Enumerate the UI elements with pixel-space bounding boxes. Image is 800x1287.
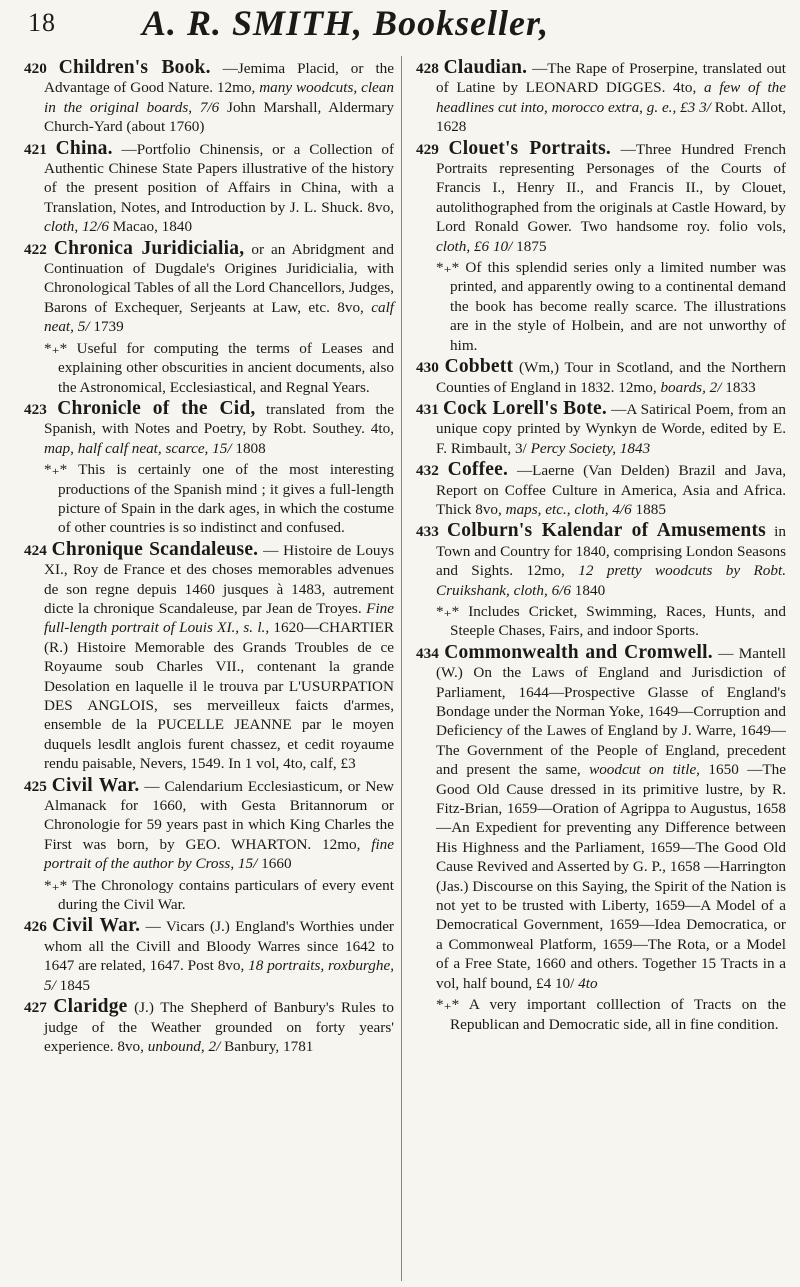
page-header <box>0 0 800 50</box>
entry-detail: Percy Society, 1843 <box>530 439 651 457</box>
entry-text: (Wm,) Tour in Scotland, and the Northern Counties of England in 1832. 12mo, <box>436 359 787 396</box>
entry-detail: unbound, 2/ <box>147 1037 221 1055</box>
entry-note: *₊* Includes Cricket, Swimming, Races, Hunts, and Steeple Chases, Fairs, and indoor Sports. <box>436 602 786 640</box>
left-column <box>24 58 394 1058</box>
entry-title: Cock Lorell's Bote. <box>442 397 607 419</box>
entry-imprint: 1660 <box>261 855 292 873</box>
entry-title: Cobbett <box>444 356 514 378</box>
entry-number: 427 <box>24 999 47 1017</box>
catalogue-entry <box>24 916 394 995</box>
entry-title: Commonwealth and Cromwell. <box>444 641 713 663</box>
catalogue-entry <box>416 460 786 519</box>
entry-imprint: 1840 <box>574 581 606 599</box>
entry-text: —The Rape of Proserpine, translated out of Latine by LEONARD DIGGES. 4to, <box>436 60 787 97</box>
entry-imprint: 1620—CHARTIER (R.) Histoire Memorable des Grands Troubles de ce Royaume soub Charles VII., contenant la grande Desolation en laquelle il le trouva par L'USURPATION DES ANGLOIS, ses merveilleux faicts d'armes, ensemble de la PUCELLE JEANNE par le moyen duquels lesdlt anglois furent chassez, et cedit royaume rendu paisable, Nevers, 1549. In 1 vol, 4to, calf, £3 <box>44 619 394 773</box>
entry-title: Children's Book. <box>58 57 211 78</box>
entry-note: *₊* This is certainly one of the most interesting productions of the Spanish mind ; it gives a full-length picture of Spain in the dark ages, in which the costume of other countries is so indistinct and confused. <box>44 461 394 537</box>
entry-text: translated from the Spanish, with Notes and Poetry, by Robt. Southey. 4to, <box>44 400 395 438</box>
entry-detail: boards, 2/ <box>660 378 722 396</box>
catalogue-entry <box>416 58 786 137</box>
entry-note: *₊* Of this splendid series only a limited number was printed, and apparently owing to a continental demand the book has become really scarce. The illustrations are in the style of Holbein, and are not unworthy of him. <box>436 259 786 354</box>
page-number: 18 <box>28 8 56 37</box>
catalogue-entry <box>24 997 394 1056</box>
entry-number: 425 <box>24 777 47 795</box>
entry-text: —Three Hundred French Portraits representing Personages of the Courts of Francis I., Henry II., and Francis II., by Clouet, autolithographed from the originals at Castle Howard, by Lord Ronald Gower. Two handsome roy. folio vols, <box>436 140 787 236</box>
entry-number: 430 <box>416 359 439 377</box>
catalogue-entry <box>24 58 394 137</box>
entry-number: 432 <box>416 462 439 480</box>
entry-detail: map, half calf neat, scarce, 15/ <box>44 439 232 457</box>
entry-imprint: 1650 —The Good Old Cause dressed in its primitive lustre, by R. Fitz-Brian, 1659—Oration of Agrippa to Augustus, 1658—An Expedient for preventing any Difference between His Highness and the Parliament, 1659—The Good Old Cause Revived and Asserted by G. P., 1658 —Harrington (Jas.) Discourse on this Saying, the Spirit of the Nation is not yet to be trusted with Liberty, 1659—A Model of a Democratical Government, 1659—Idea Democratica, or a Commonweal Platform, 1659—The Rota, or a Model of a Free State, 1660 and others. Together 15 Tracts in a vol, half bound, £4 10/ <box>436 761 787 992</box>
entry-imprint: 1833 <box>725 378 756 396</box>
catalogue-entry <box>416 521 786 600</box>
entry-detail: cloth, 12/6 <box>44 218 109 236</box>
entry-imprint: 1885 <box>635 500 666 518</box>
entry-detail: fine portrait of the author by Cross, 15/ <box>44 835 394 873</box>
entry-text: or an Abridgment and Continuation of Dugdale's Origines Juridicialia, with Chronological Tables of all the Lord Chancellors, Judges, Barons of Exchequer, Serjeants at Law, etc. 8vo, <box>44 240 395 316</box>
entry-note: *₊* A very important colllection of Tracts on the Republican and Democratic side, all in fine condition. <box>436 996 786 1033</box>
catalogue-entry <box>24 540 394 774</box>
catalogue-entry <box>416 399 786 458</box>
entry-imprint: Macao, 1840 <box>112 218 193 236</box>
right-column <box>416 58 786 1036</box>
entry-text: —Portfolio Chinensis, or a Collection of Authentic Chinese State Papers illustrative of the history of the present position of Affairs in China, with a Translation, Notes, and Introduction by J. L. Shuck. 8vo, <box>44 140 395 216</box>
entry-detail: maps, etc., cloth, 4/6 <box>505 500 632 518</box>
entry-imprint: Banbury, 1781 <box>224 1037 314 1055</box>
catalogue-entry <box>24 239 394 337</box>
entry-title: Civil War. <box>51 774 140 796</box>
entry-detail: woodcut on title, <box>589 761 700 779</box>
entry-text: —A Satirical Poem, from an unique copy printed by Wynkyn de Worde, edited by E. F. Rimbault, 3/ <box>436 400 787 457</box>
entry-title: Chronica Juridicialia, <box>53 237 245 259</box>
entry-imprint: 1808 <box>235 439 266 457</box>
entry-number: 423 <box>24 400 47 418</box>
entry-format: 4to <box>578 974 598 992</box>
entry-text: (J.) The Shepherd of Banbury's Rules to judge of the Weather grounded on forty years' experience. 8vo, <box>44 999 394 1055</box>
entry-title: Chronique Scandaleuse. <box>51 538 259 560</box>
catalogue-entry <box>24 399 394 458</box>
entry-detail: Fine full-length portrait of Louis XI., s. l., <box>44 599 395 637</box>
entry-title: Claridge <box>53 996 128 1018</box>
catalogue-entry <box>24 139 394 237</box>
entry-number: 431 <box>416 400 439 418</box>
entry-detail: many woodcuts, clean in the original boards, 7/6 <box>44 79 394 116</box>
entry-imprint: 1845 <box>59 976 90 994</box>
entry-number: 422 <box>24 240 47 258</box>
entry-text: —Laerne (Van Delden) Brazil and Java, Report on Coffee Culture in America, Asia and Africa. Thick 8vo, <box>436 462 787 518</box>
entry-imprint: 1739 <box>93 318 124 336</box>
entry-number: 421 <box>24 140 47 158</box>
entry-number: 433 <box>416 523 439 541</box>
entry-detail: a few of the headlines cut into, morocco extra, g. e., £3 3/ <box>436 79 787 116</box>
entry-number: 424 <box>24 541 47 559</box>
entry-detail: cloth, £6 10/ <box>436 237 513 255</box>
entry-title: China. <box>55 137 113 159</box>
entry-number: 429 <box>416 140 439 158</box>
entry-text: — Vicars (J.) England's Worthies under whom all the Civill and Bloody Warres since 1642 to 1647 are related, 1647. Post 8vo, <box>44 918 394 975</box>
entry-title: Clouet's Portraits. <box>448 137 611 159</box>
entry-note: *₊* The Chronology contains particulars of every event during the Civil War. <box>44 876 394 914</box>
entry-imprint: Robt. Allot, 1628 <box>436 98 787 136</box>
entry-number: 428 <box>416 60 439 77</box>
entry-title: Colburn's Kalendar of Amusements <box>447 520 766 542</box>
entry-title: Claudian. <box>443 57 528 78</box>
entry-detail: 18 portraits, roxburghe, 5/ <box>44 957 394 994</box>
catalogue-entry <box>416 357 786 397</box>
entry-text: — Calendarium Ecclesiasticum, or New Almanack for 1660, with Gesta Britannorum or Chronologie for 59 years past in which King Charles the First was born, by GEO. WHARTON. 12mo, <box>44 777 394 853</box>
catalogue-entry <box>416 139 786 256</box>
entry-number: 426 <box>24 918 47 936</box>
entry-text: —Jemima Placid, or the Advantage of Good Nature. 12mo, <box>44 60 394 97</box>
entry-detail: calf neat, 5/ <box>44 298 395 336</box>
entry-text: in Town and Country for 1840, comprising London Seasons and Sights. 12mo, <box>436 523 786 580</box>
entry-text: — Histoire de Louys XI., Roy de France et des choses memorables advenues de son regne depuis 1460 jusques à 1483, autrement dicte la chronique Scandaleuse, par Jean de Troyes. <box>44 541 395 617</box>
running-title: A. R. SMITH, Bookseller, <box>142 3 550 43</box>
entry-note: *₊* Useful for computing the terms of Leases and explaining other obscurities in ancient documents, also the Astronomical, Ecclesiastical, and Regnal Years. <box>44 339 394 396</box>
entry-number: 420 <box>24 60 47 77</box>
entry-imprint: John Marshall, Aldermary Church-Yard (about 1760) <box>44 98 394 136</box>
entry-number: 434 <box>416 644 439 662</box>
entry-detail: 12 pretty woodcuts by Robt. Cruikshank, cloth, 6/6 <box>436 562 786 599</box>
catalogue-entry <box>416 643 786 993</box>
entry-imprint: 1875 <box>516 237 547 255</box>
entry-title: Civil War. <box>52 915 141 937</box>
entry-title: Chronicle of the Cid, <box>57 397 256 419</box>
column-divider <box>401 56 402 1281</box>
entry-title: Coffee. <box>447 459 509 481</box>
entry-text: — Mantell (W.) On the Laws of England and Jurisdiction of Parliament, 1644—Prospective Glasse of England's Bondage under the Norman Yoke, 1649—Corruption and Deficiency of the Lawes of England by J. Warre, 1649—The Government of the People of England, precedent and present the same, <box>436 644 787 779</box>
catalogue-entry <box>24 776 394 874</box>
